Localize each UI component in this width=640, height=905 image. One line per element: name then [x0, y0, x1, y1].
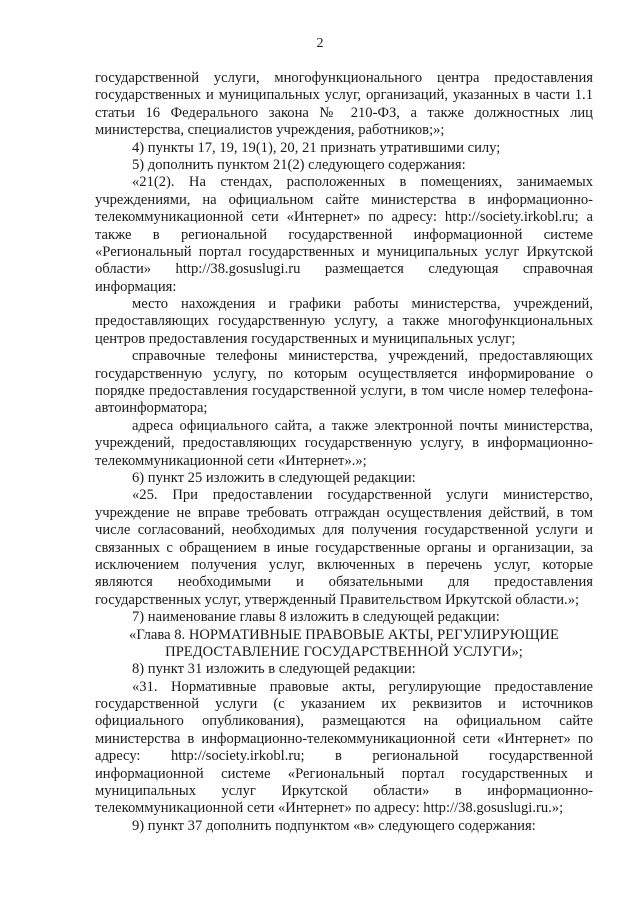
text-line: «31. Нормативные правовые акты, регулирующие предоставление — [132, 678, 593, 695]
text-line: центров предоставления государственных и муниципальных услуг; — [95, 330, 516, 347]
text-line: связанных с обращением в иные государственные органы и организации, за — [95, 539, 593, 556]
text-line: телекоммуникационной сети «Интернет» по адресу: http://society.irkobl.ru; а — [95, 209, 593, 226]
text-line: статьи 16 Федерального закона № 210-ФЗ, а также должностных лиц — [95, 104, 593, 121]
text-line: адреса официального сайта, а также электронной почты министерства, — [132, 417, 593, 434]
text-line: учреждений, предоставляющих государственную услугу, в информационно- — [95, 435, 593, 452]
text-line: учреждение не вправе требовать отграждан осуществления действий, в том — [95, 504, 593, 521]
text-line: муниципальных услуг Иркутской области» в информационно- — [95, 783, 593, 800]
text-line: министерства в информационно-телекоммуникационной сети «Интернет» по — [95, 730, 593, 747]
text-line: информация: — [95, 278, 177, 295]
text-line: информационной системе «Региональный портал государственных и — [95, 765, 593, 782]
text-line: ПРЕДОСТАВЛЕНИЕ ГОСУДАРСТВЕННОЙ УСЛУГИ»; — [165, 643, 523, 660]
text-line: адресу: http://society.irkobl.ru; в региональной государственной — [95, 748, 593, 765]
text-line: 7) наименование главы 8 изложить в следующей редакции: — [132, 609, 500, 626]
text-line: министерства, специалистов учреждения, работников;»; — [95, 122, 445, 139]
text-line: государственной услуги, многофункционального центра предоставления — [95, 70, 593, 86]
text-line: «25. При предоставлении государственной услуги министерство, — [132, 487, 593, 504]
text-line: предоставляющих государственную услугу, а также многофункциональных — [95, 313, 593, 330]
page-number: 2 — [316, 36, 324, 51]
text-line: телекоммуникационной сети «Интернет».»; — [95, 452, 367, 469]
text-line: области» http://38.gosuslugi.ru размещается следующая справочная — [95, 261, 593, 278]
text-line: государственную услугу, по которым осуществляется информирование о — [95, 365, 593, 382]
text-line: 6) пункт 25 изложить в следующей редакции: — [132, 469, 416, 486]
text-line: числе согласований, необходимых для получения государственной услуги и — [95, 522, 593, 539]
text-line: официального опубликования), размещаются на официальном сайте — [95, 713, 593, 730]
text-line: «Региональный портал государственных и муниципальных услуг Иркутской — [95, 243, 593, 260]
text-line: 9) пункт 37 дополнить подпунктом «в» следующего содержания: — [132, 817, 536, 834]
text-line: 5) дополнить пунктом 21(2) следующего содержания: — [132, 156, 466, 173]
text-line: также в региональной государственной информационной системе — [95, 226, 593, 243]
text-line: справочные телефоны министерства, учреждений, предоставляющих — [132, 348, 593, 365]
text-line: «21(2). На стендах, расположенных в помещениях, занимаемых — [132, 174, 593, 191]
text-line: «Глава 8. НОРМАТИВНЫЕ ПРАВОВЫЕ АКТЫ, РЕГУЛИРУЮЩИЕ — [129, 626, 559, 643]
text-line: место нахождения и графики работы министерства, учреждений, — [132, 296, 593, 313]
text-line: являются необходимыми и обязательными для предоставления — [95, 574, 593, 591]
document-body — [95, 70, 593, 835]
text-line: государственных услуг, утвержденный Правительством Иркутской области.»; — [95, 591, 580, 608]
text-line: исключением получения услуг, включенных в перечень услуг, которые — [95, 556, 593, 573]
text-line: 8) пункт 31 изложить в следующей редакции: — [132, 661, 416, 678]
text-line: телекоммуникационной сети «Интернет» по адресу: http://38.gosuslugi.ru.»; — [95, 800, 564, 817]
text-line: учреждениями, на официальном сайте министерства в информационно- — [95, 191, 593, 208]
text-line: государственных и муниципальных услуг, организаций, указанных в части 1.1 — [95, 87, 593, 104]
text-line: 4) пункты 17, 19, 19(1), 20, 21 признать утратившими силу; — [132, 139, 501, 156]
text-line: автоинформатора; — [95, 400, 208, 417]
text-line: порядке предоставления государственной услуги, в том числе номер телефона- — [95, 383, 593, 400]
text-line: государственной услуги (с указанием их реквизитов и источников — [95, 696, 593, 713]
